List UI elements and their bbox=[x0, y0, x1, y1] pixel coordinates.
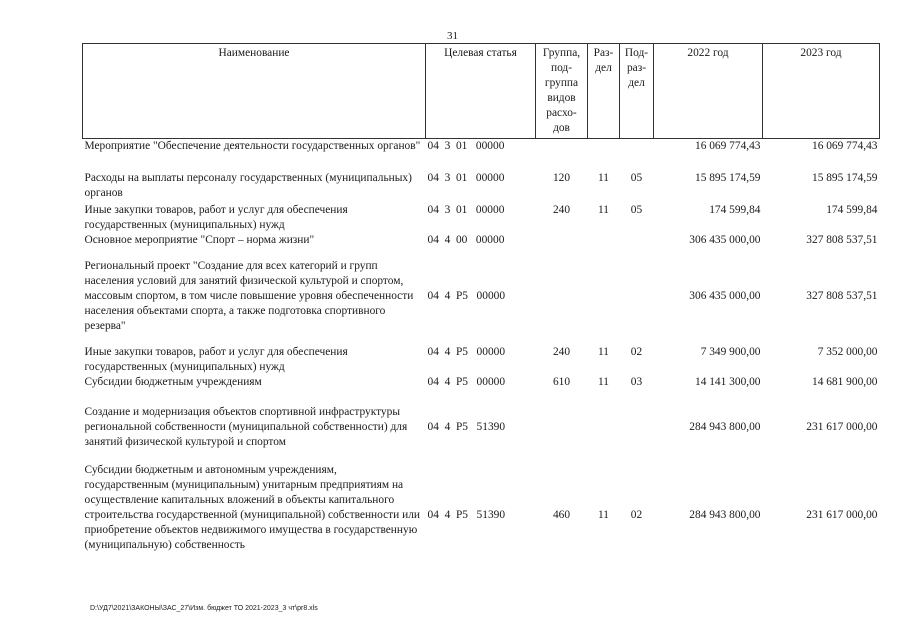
header-group: Группа, под-группа видов расхо-дов bbox=[536, 44, 588, 139]
row-subsection: 03 bbox=[630, 375, 643, 388]
row-section: 11 bbox=[598, 203, 609, 216]
row-group bbox=[536, 405, 588, 463]
row-code: 04 4 P5 00000 bbox=[427, 375, 506, 388]
row-2022: 14 141 300,00 bbox=[695, 375, 761, 388]
row-section bbox=[588, 233, 620, 255]
row-group: 460 bbox=[552, 508, 571, 521]
table-row bbox=[83, 405, 880, 463]
row-group bbox=[536, 255, 588, 345]
table-row bbox=[83, 171, 880, 203]
row-2023: 174 599,84 bbox=[826, 203, 878, 216]
row-2022: 284 943 800,00 bbox=[689, 420, 761, 433]
row-code: 04 4 00 00000 bbox=[427, 233, 505, 246]
row-code: 04 3 01 00000 bbox=[427, 171, 505, 184]
row-group: 240 bbox=[552, 203, 571, 216]
row-2023: 327 808 537,51 bbox=[806, 233, 878, 246]
row-name: Региональный проект "Создание для всех категорий и групп населения условий для занятий физической культурой и спортом, массовым спортом, в том числе повышение уровня обеспеченности населения объектами спорта, а также подготовка спортивного резерва" bbox=[84, 259, 414, 332]
row-2022: 16 069 774,43 bbox=[695, 140, 761, 152]
header-target: Целевая статья bbox=[426, 44, 536, 139]
row-code: 04 3 01 00000 bbox=[427, 140, 505, 152]
row-name: Иные закупки товаров, работ и услуг для обеспечения государственных (муниципальных) нужд bbox=[84, 345, 348, 373]
header-2023: 2023 год bbox=[763, 44, 880, 139]
row-subsection bbox=[620, 233, 654, 255]
row-subsection: 05 bbox=[630, 203, 643, 216]
row-2023: 231 617 000,00 bbox=[806, 508, 878, 521]
header-section: Раз-дел bbox=[588, 44, 620, 139]
row-name: Расходы на выплаты персоналу государственных (муниципальных) органов bbox=[84, 171, 412, 199]
row-name: Субсидии бюджетным учреждениям bbox=[84, 375, 262, 388]
table-header-row bbox=[83, 44, 880, 139]
row-2022: 15 895 174,59 bbox=[695, 171, 761, 184]
row-section: 11 bbox=[598, 375, 609, 388]
row-subsection: 02 bbox=[630, 345, 643, 358]
table-row bbox=[83, 375, 880, 405]
row-name: Субсидии бюджетным и автономным учреждениям, государственным (муниципальным) унитарным предприятиям на осуществление капитальных вложений в объекты капитального строительства государственной (муниципальной) собственности или приобретение объектов недвижимого имущества в государственную (муниципальную) собственность bbox=[84, 463, 420, 551]
header-subsection: Под-раз-дел bbox=[620, 44, 654, 139]
table-row bbox=[83, 139, 880, 171]
header-name: Наименование bbox=[83, 44, 426, 139]
row-subsection: 05 bbox=[630, 171, 643, 184]
row-subsection: 02 bbox=[630, 508, 643, 521]
table-row bbox=[83, 463, 880, 573]
row-2023: 14 681 900,00 bbox=[812, 375, 878, 388]
row-section bbox=[588, 255, 620, 345]
row-2023: 327 808 537,51 bbox=[806, 289, 878, 302]
row-group bbox=[536, 139, 588, 171]
row-code: 04 4 P5 00000 bbox=[427, 345, 506, 358]
table-row bbox=[83, 345, 880, 375]
row-code: 04 3 01 00000 bbox=[427, 203, 505, 216]
row-name: Мероприятие "Обеспечение деятельности государственных органов" bbox=[84, 140, 421, 152]
row-2023: 15 895 174,59 bbox=[812, 171, 878, 184]
row-subsection bbox=[620, 405, 654, 463]
row-2022: 174 599,84 bbox=[709, 203, 761, 216]
row-2022: 7 349 900,00 bbox=[700, 345, 761, 358]
row-2022: 284 943 800,00 bbox=[689, 508, 761, 521]
row-section: 11 bbox=[598, 345, 609, 358]
table-row bbox=[83, 203, 880, 233]
row-subsection bbox=[620, 139, 654, 171]
row-group bbox=[536, 233, 588, 255]
row-code: 04 4 P5 51390 bbox=[427, 420, 506, 433]
row-group: 120 bbox=[552, 171, 571, 184]
row-section: 11 bbox=[598, 171, 609, 184]
row-group: 240 bbox=[552, 345, 571, 358]
row-2023: 16 069 774,43 bbox=[812, 140, 878, 152]
row-name: Иные закупки товаров, работ и услуг для обеспечения государственных (муниципальных) нужд bbox=[84, 203, 348, 231]
row-section: 11 bbox=[598, 508, 609, 521]
row-group: 610 bbox=[552, 375, 571, 388]
row-code: 04 4 P5 00000 bbox=[427, 289, 506, 302]
file-path-footer: D:\УД7\2021\ЗАКОНЫ\ЗАС_27\Изм. бюджет ТО 2021-2023_3 чт\pr8.xls bbox=[90, 605, 318, 612]
row-section bbox=[588, 405, 620, 463]
row-name: Создание и модернизация объектов спортивной инфраструктуры региональной собственности (муниципальной собственности) для занятий физической культурой и спортом bbox=[84, 405, 408, 448]
row-subsection bbox=[620, 255, 654, 345]
row-2022: 306 435 000,00 bbox=[689, 233, 761, 246]
table-row bbox=[83, 233, 880, 255]
table-row bbox=[83, 255, 880, 345]
header-2022: 2022 год bbox=[654, 44, 763, 139]
row-code: 04 4 P5 51390 bbox=[427, 508, 506, 521]
row-2023: 7 352 000,00 bbox=[817, 345, 878, 358]
row-section bbox=[588, 139, 620, 171]
row-2022: 306 435 000,00 bbox=[689, 289, 761, 302]
budget-table bbox=[82, 43, 880, 573]
row-2023: 231 617 000,00 bbox=[806, 420, 878, 433]
page-number: 31 bbox=[447, 30, 458, 42]
row-name: Основное мероприятие "Спорт – норма жизни" bbox=[84, 233, 315, 246]
